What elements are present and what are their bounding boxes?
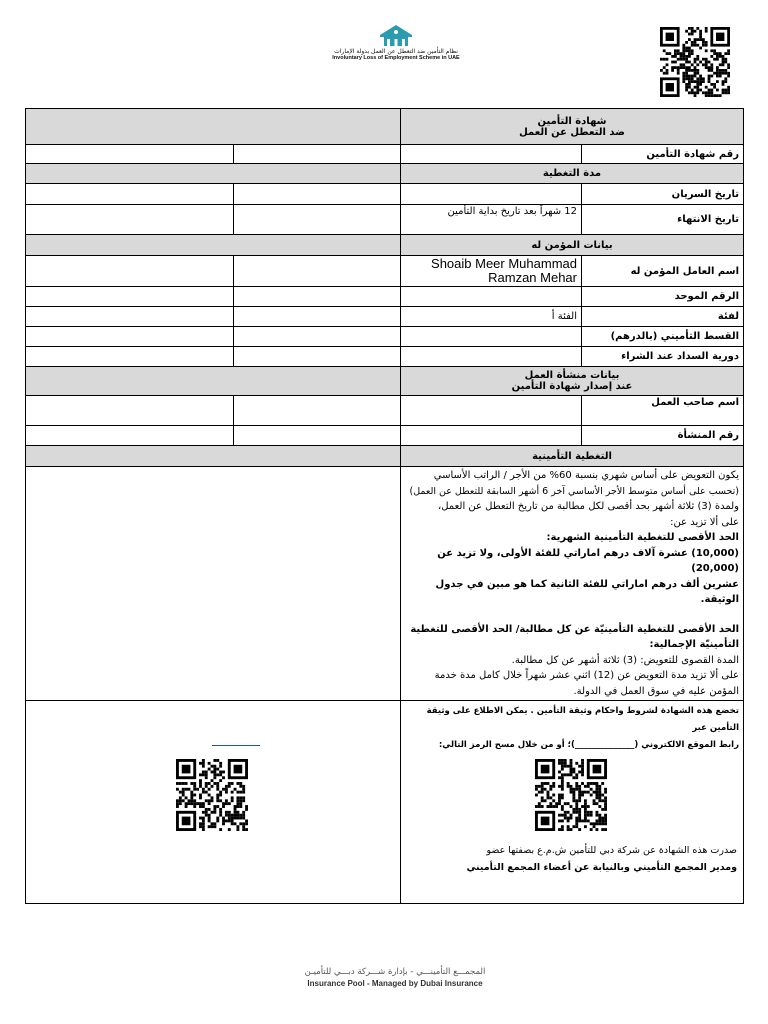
worker-name-label: اسم العامل المؤمن له [582,256,744,287]
certificate-table [25,108,744,904]
worker-name-value: Shoaib Meer Muhammad Ramzan Mehar [401,256,582,287]
left-qr-cell [26,701,401,904]
employer-header: بيانات منشأة العمل عند إصدار شهادة التأمين [401,367,744,396]
effective-date-label: تاريخ السريان [582,184,744,205]
coverage-period-header: مدة التغطية [401,164,744,184]
uid-label: الرقم الموحد [582,287,744,307]
insured-header: بيانات المؤمن له [401,235,744,256]
qr-code-top-icon [660,27,730,97]
expiry-label: تاريخ الانتهاء [582,205,744,235]
issued-by-line-1: صدرت هذه الشهادة عن شركة دبي للتأمين ش.م.ع بصفتها عضو [486,845,737,856]
payment-frequency-label: دورية السداد عند الشراء [582,347,744,367]
footer [300,966,490,990]
premium-label: القسط التأميني (بالدرهم) [582,327,744,347]
expiry-value: 12 شهراً بعد تاريخ بداية التأمين [401,205,582,235]
qr-code-right-icon [535,759,607,831]
coverage-text: يكون التعويض على أساس شهري بنسبة 60% من الأجر / الراتب الأساسي (تحسب على أساس متوسط الأجر الأساسي آخر 6 أشهر السابقة للتعطل عن العمل) ولمدة (3) ثلاثة أشهر بحد أقصى لكل مطالبة من تاريخ التعطل عن العمل، على ألا تزيد عن: الحد الأقصى للتغطية التأمينية الشهرية: (10,000) عشرة آلاف درهم اماراتي للفئة الأولى، ولا تزيد عن (20,000) عشرين ألف درهم اماراتي للفئة الثانية كما هو مبين في جدول الوثيقة. الحد الأقصى للتغطية التأمينيّة عن كل مطالبة/ الحد الأقصى للتغطية التأمينيّة الإجمالية: المدة القصوى للتعويض: (3) ثلاثة أشهر عن كل مطالبة. على ألا تزيد مدة التعويض عن (12) اثني عشر شهراً خلال كامل مدة خدمة المؤمن عليه في سوق العمل في الدولة. [401,467,744,701]
category-label: لفئة [582,307,744,327]
category-value: الفئة أ [401,307,582,327]
terms-line-1: تخضع هذه الشهادة لشروط واحكام وثيقة التأمين . يمكن الاطلاع على وثيقة التأمين عبر [426,706,739,733]
establishment-number-label: رقم المنشأة [582,426,744,446]
footer-arabic: المجمـــع التأمينـــي - بإدارة شـــركة دبـــي للتأميـن [304,967,486,977]
building-logo-icon [375,22,417,48]
scheme-logo [318,22,474,78]
title-row [26,109,744,145]
website-link-blank[interactable] [212,745,260,746]
logo-arabic-text: نظام التأمين ضد التعطل عن العمل بدولة الإمارات [334,48,458,55]
footer-english: Insurance Pool - Managed by Dubai Insurance [307,979,483,988]
qr-code-left-icon [176,759,248,831]
right-terms-cell [401,701,744,904]
terms-line-2: رابط الموقع الالكتروني (______________)؛ أو من خلال مسح الرمز التالي: [438,740,739,750]
logo-english-text: Involuntary Loss of Employment Scheme in UAE [332,55,460,61]
certificate-title: شهادة التأمين ضد التعطل عن العمل [401,109,744,145]
cert-number-label: رقم شهادة التأمين [582,145,744,164]
issued-by-line-2: ومدير المجمع التأميني وبالنيابة عن أعضاء المجمع التأميني [466,862,737,873]
employer-name-label: اسم صاحب العمل [582,396,744,426]
coverage-header: التغطية التأمينية [401,446,744,467]
